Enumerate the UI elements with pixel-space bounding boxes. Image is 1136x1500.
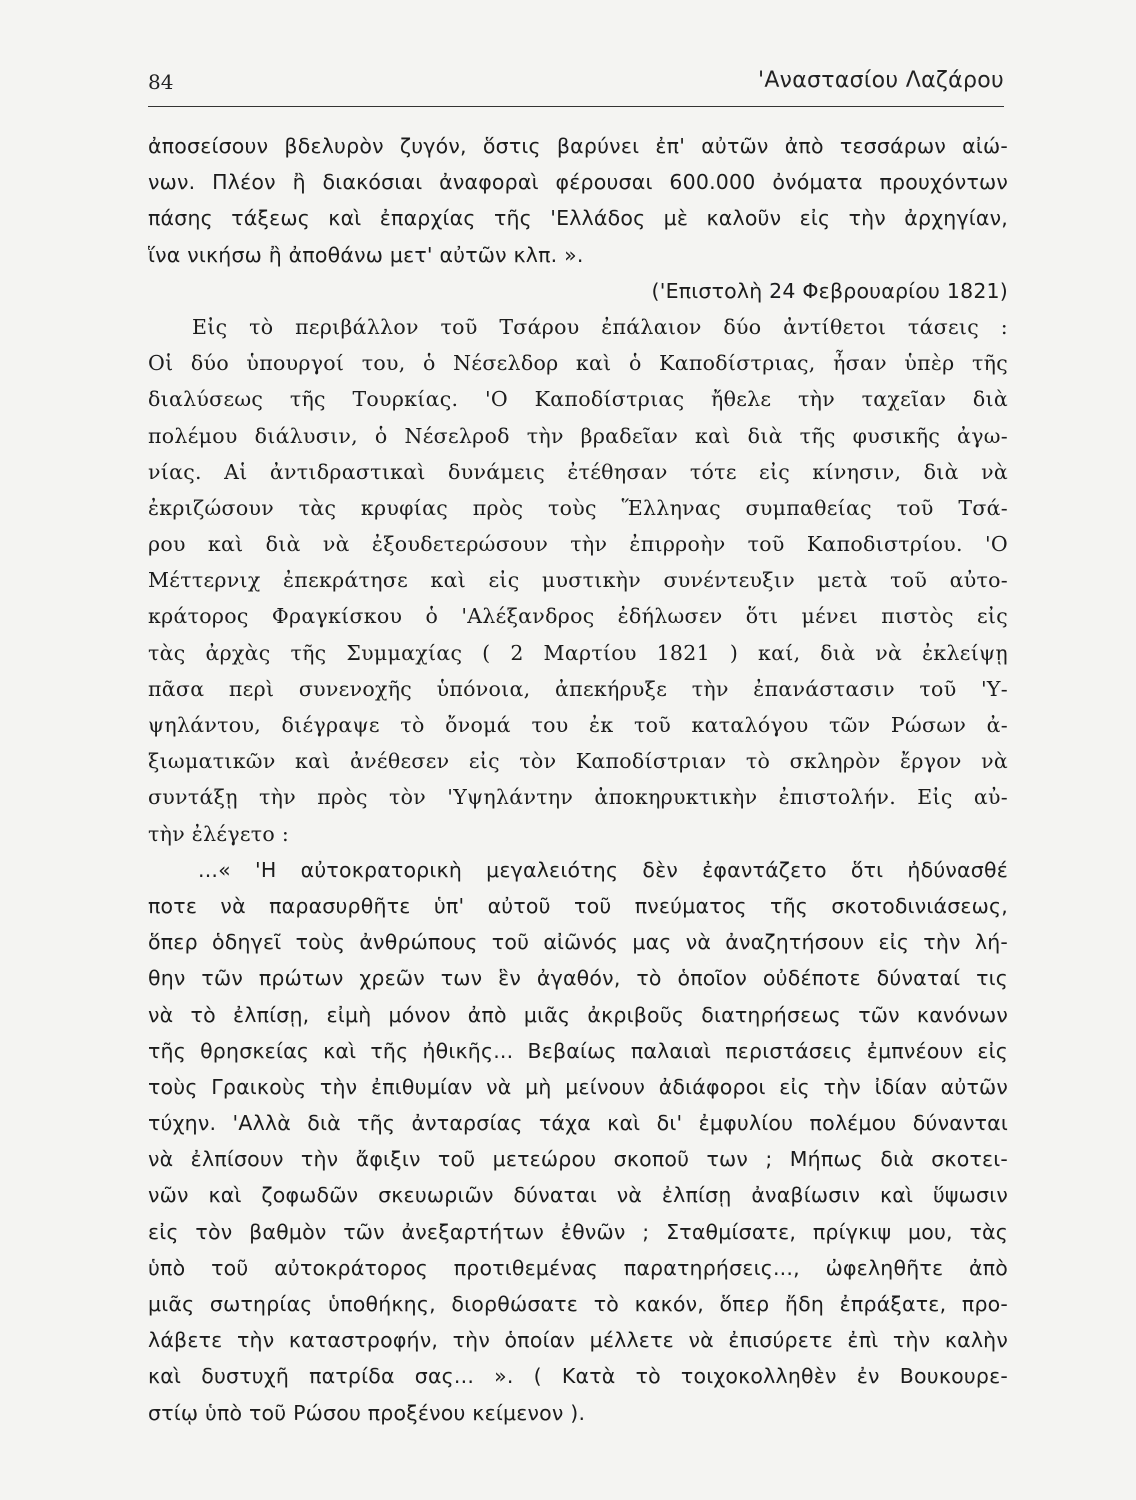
text-line: λάβετε τὴν καταστροφήν, τὴν ὁποίαν μέλλετε νὰ ἐπισύρετε ἐπὶ τὴν καλὴν <box>148 1328 1008 1353</box>
text-line: διαλύσεως τῆς Τουρκίας. 'Ο Καποδίστριας ἤθελε τὴν ταχεῖαν διὰ <box>148 387 1008 412</box>
text-line: νὰ τὸ ἐλπίσῃ, εἰμὴ μόνον ἀπὸ μιᾶς ἀκριβοῦς διατηρήσεως τῶν κανόνων <box>148 1002 1008 1027</box>
text-line: ...« 'Η αὐτοκρατορικὴ μεγαλειότης δὲν ἐφαντάζετο ὅτι ἠδύνασθέ <box>198 857 1008 882</box>
text-line: μιᾶς σωτηρίας ὑποθήκης, διορθώσατε τὸ κακόν, ὅπερ ἤδη ἐπράξατε, προ- <box>148 1292 1008 1316</box>
text-line: πᾶσα περὶ συνενοχῆς ὑπόνοια, ἀπεκήρυξε τὴν ἐπανάστασιν τοῦ 'Υ- <box>148 676 1008 701</box>
text-line: ξιωματικῶν καὶ ἀνέθεσεν εἰς τὸν Καποδίστριαν τὸ σκληρὸν ἔργον νὰ <box>148 749 1008 774</box>
text-line: τῆς θρησκείας καὶ τῆς ἠθικῆς... Βεβαίως παλαιαὶ περιστάσεις ἐμπνέουν εἰς <box>148 1038 1008 1063</box>
text-line: τύχην. 'Αλλὰ διὰ τῆς ἀνταρσίας τάχα καὶ δι' ἐμφυλίου πολέμου δύνανται <box>148 1111 1008 1136</box>
text-line: Οἱ δύο ὑπουργοί του, ὁ Νέσελδορ καὶ ὁ Καποδίστριας, ἦσαν ὑπὲρ τῆς <box>148 351 1008 376</box>
text-line: καὶ δυστυχῆ πατρίδα σας... ». ( Κατὰ τὸ τοιχοκολληθὲν ἐν Βουκουρε- <box>148 1364 1008 1389</box>
text-line: ρου καὶ διὰ νὰ ἐξουδετερώσουν τὴν ἐπιρροὴν τοῦ Καποδιστρίου. 'Ο <box>148 532 1008 557</box>
text-line: συντάξῃ τὴν πρὸς τὸν 'Υψηλάντην ἀποκηρυκτικὴν ἐπιστολήν. Εἰς αὐ- <box>148 785 1008 810</box>
page-header <box>148 66 1004 107</box>
text-line: εἰς τὸν βαθμὸν τῶν ἀνεξαρτήτων ἐθνῶν ; Σταθμίσατε, πρίγκιψ μου, τὰς <box>148 1219 1008 1244</box>
page-number: 84 <box>148 70 174 94</box>
text-line: ποτε νὰ παρασυρθῆτε ὑπ' αὐτοῦ τοῦ πνεύματος τῆς σκοτοδινιάσεως, <box>148 893 1008 918</box>
text-line: νων. Πλέον ἢ διακόσιαι ἀναφοραὶ φέρουσαι 600.000 ὀνόματα προυχόντων <box>148 170 1008 195</box>
text-line: τὰς ἀρχὰς τῆς Συμμαχίας ( 2 Μαρτίου 1821 ) καί, διὰ νὰ ἐκλείψῃ <box>148 640 1008 665</box>
body-text <box>148 128 1008 1431</box>
text-line: νῶν καὶ ζοφωδῶν σκευωριῶν δύναται νὰ ἐλπίσῃ ἀναβίωσιν καὶ ὕψωσιν <box>148 1183 1008 1208</box>
text-line: νὰ ἐλπίσουν τὴν ἄφιξιν τοῦ μετεώρου σκοποῦ των ; Μήπως διὰ σκοτει- <box>148 1147 1008 1172</box>
text-line: πάσης τάξεως καὶ ἐπαρχίας τῆς 'Ελλάδος μὲ καλοῦν εἰς τὴν ἀρχηγίαν, <box>148 206 1008 231</box>
text-line: ἐκριζώσουν τὰς κρυφίας πρὸς τοὺς Ἕλληνας συμπαθείας τοῦ Τσά- <box>148 495 1008 520</box>
text-line: πολέμου διάλυσιν, ὁ Νέσελροδ τὴν βραδεῖαν καὶ διὰ τῆς φυσικῆς ἀγω- <box>148 423 1008 448</box>
text-line: θην τῶν πρώτων χρεῶν των ἓν ἀγαθόν, τὸ ὁποῖον οὐδέποτε δύναταί τις <box>148 966 1008 991</box>
text-line: στίῳ ὑπὸ τοῦ Ρώσου προξένου κείμενον ). <box>148 1400 586 1425</box>
text-line: τοὺς Γραικοὺς τὴν ἐπιθυμίαν νὰ μὴ μείνουν ἀδιάφοροι εἰς τὴν ἰδίαν αὐτῶν <box>148 1074 1008 1099</box>
text-line: ὅπερ ὁδηγεῖ τοὺς ἀνθρώπους τοῦ αἰῶνός μας νὰ ἀναζητήσουν εἰς τὴν λή- <box>148 930 1008 955</box>
text-line: κράτορος Φραγκίσκου ὁ 'Αλέξανδρος ἐδήλωσεν ὅτι μένει πιστὸς εἰς <box>148 604 1008 629</box>
text-line: ἀποσείσουν βδελυρὸν ζυγόν, ὅστις βαρύνει ἐπ' αὐτῶν ἀπὸ τεσσάρων αἰώ- <box>148 134 1008 158</box>
text-line: ψηλάντου, διέγραψε τὸ ὄνομά του ἐκ τοῦ καταλόγου τῶν Ρώσων ἀ- <box>148 713 1008 737</box>
text-line: ἵνα νικήσω ἢ ἀποθάνω μετ' αὐτῶν κλπ. ». <box>148 242 584 267</box>
text-line: Μέττερνιχ ἐπεκράτησε καὶ εἰς μυστικὴν συνέντευξιν μετὰ τοῦ αὐτο- <box>148 568 1008 593</box>
text-line: Εἰς τὸ περιβάλλον τοῦ Τσάρου ἐπάλαιον δύο ἀντίθετοι τάσεις : <box>192 314 1008 339</box>
running-head-author: 'Αναστασίου Λαζάρου <box>757 68 1004 93</box>
text-line: τὴν ἐλέγετο : <box>148 821 290 846</box>
text-line: ('Επιστολὴ 24 Φεβρουαρίου 1821) <box>651 278 1008 303</box>
text-line: ὑπὸ τοῦ αὐτοκράτορος προτιθεμένας παρατηρήσεις..., ὠφεληθῆτε ἀπὸ <box>148 1255 1008 1280</box>
text-line: νίας. Αἱ ἀντιδραστικαὶ δυνάμεις ἐτέθησαν τότε εἰς κίνησιν, διὰ νὰ <box>148 459 1008 484</box>
